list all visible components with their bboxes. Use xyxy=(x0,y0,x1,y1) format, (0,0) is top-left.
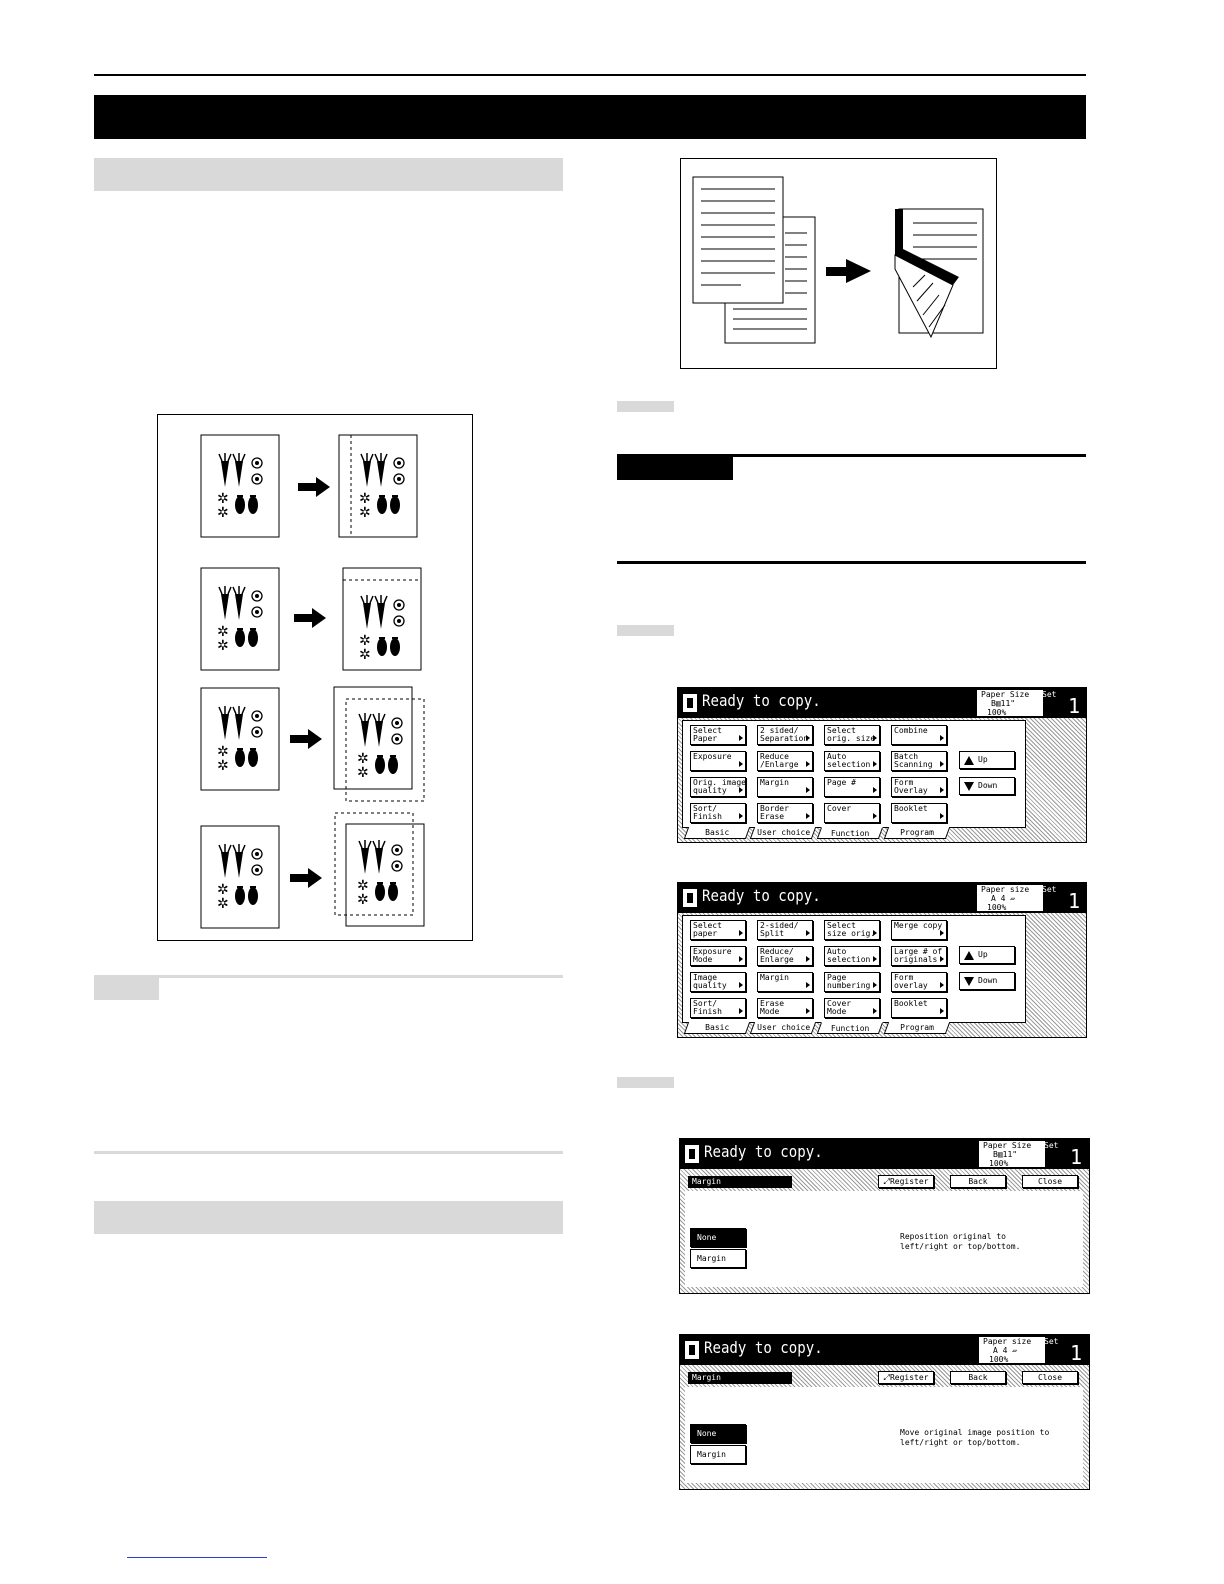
exposure-mode-button[interactable]: Exposure Mode xyxy=(690,946,746,966)
paper-size-label: Paper size xyxy=(981,885,1030,894)
tab-user-choice[interactable] xyxy=(750,827,816,839)
booklet-button[interactable]: Booklet xyxy=(891,803,947,823)
two-sided-button[interactable]: 2 sided/ Separation xyxy=(757,725,813,745)
tab-function[interactable] xyxy=(817,1022,883,1034)
margin-instruction: Reposition original to left/right or top/bottom. xyxy=(900,1232,1021,1251)
copy-status-icon xyxy=(683,889,697,907)
combine-button[interactable]: Combine xyxy=(891,725,947,745)
scroll-up-button[interactable] xyxy=(959,946,1015,964)
auto-selection-button[interactable]: Auto selection xyxy=(824,751,880,771)
margin-none-option[interactable]: None xyxy=(690,1228,746,1247)
zoom-value: 100% xyxy=(989,1159,1009,1168)
booklet-button[interactable]: Booklet xyxy=(891,998,947,1018)
tab-program-label: Program xyxy=(900,1023,935,1032)
tab-program[interactable] xyxy=(884,1022,950,1034)
set-label: Set xyxy=(1044,1141,1059,1150)
register-label: Register xyxy=(889,1177,929,1186)
back-button[interactable]: Back xyxy=(950,1175,1006,1188)
paper-size-value: A 4 ▱ xyxy=(993,1346,1018,1355)
margin-screen-inch xyxy=(679,1138,1090,1294)
page-numbering-button[interactable]: Page numbering xyxy=(824,972,880,992)
ready-message: Ready to copy. xyxy=(704,1142,823,1161)
tab-basic[interactable] xyxy=(684,1022,750,1034)
ready-message: Ready to copy. xyxy=(702,691,821,710)
tab-user-choice[interactable] xyxy=(750,1022,816,1034)
down-triangle-icon xyxy=(964,782,974,791)
margin-button[interactable]: Margin xyxy=(757,972,813,992)
paper-info-box xyxy=(976,885,1043,911)
select-paper-button[interactable]: Select Paper xyxy=(690,725,746,745)
page-number-button[interactable]: Page # xyxy=(824,777,880,797)
up-label: Up xyxy=(978,950,988,959)
step-marker-1 xyxy=(617,401,674,412)
reduce-enlarge-button[interactable]: Reduce/ Enlarge xyxy=(757,946,813,966)
margin-illustration xyxy=(154,414,473,941)
two-sided-split-button[interactable]: 2-sided/ Split xyxy=(757,920,813,940)
function-screen-inch xyxy=(677,687,1087,843)
tab-user-choice-label: User choice xyxy=(756,1023,810,1032)
booklet-illustration-svg xyxy=(681,159,998,370)
close-button[interactable]: Close xyxy=(1022,1175,1078,1188)
zoom-value: 100% xyxy=(987,903,1007,912)
note-bottom-rule xyxy=(94,1151,563,1154)
margin-title-bar: Margin xyxy=(688,1176,792,1188)
function-screen-metric xyxy=(677,882,1087,1038)
panel-header xyxy=(678,688,1086,718)
paper-size-label: Paper Size xyxy=(983,1141,1032,1150)
set-label: Set xyxy=(1044,1337,1059,1346)
sort-finish-button[interactable]: Sort/ Finish xyxy=(690,803,746,823)
tab-basic-label: Basic xyxy=(705,1023,730,1032)
margin-button[interactable]: Margin xyxy=(757,777,813,797)
select-orig-size-button[interactable]: Select orig. size xyxy=(824,725,880,745)
note-top-rule xyxy=(94,975,563,978)
step-marker-3 xyxy=(617,1077,674,1088)
down-triangle-icon xyxy=(964,977,974,986)
margin-on-option[interactable]: Margin xyxy=(690,1249,746,1268)
note-label-box xyxy=(94,978,159,1000)
back-button[interactable]: Back xyxy=(950,1371,1006,1384)
up-triangle-icon xyxy=(964,756,974,765)
image-quality-button[interactable]: Orig. image quality xyxy=(690,777,746,797)
copy-status-icon xyxy=(685,1145,699,1163)
register-label: Register xyxy=(889,1373,929,1382)
border-erase-button[interactable]: Border Erase xyxy=(757,803,813,823)
margin-none-option[interactable]: None xyxy=(690,1424,746,1443)
merge-copy-button[interactable]: Merge copy xyxy=(891,920,947,940)
down-label: Down xyxy=(978,781,998,790)
panel-header xyxy=(680,1139,1089,1169)
tab-basic[interactable] xyxy=(684,827,750,839)
exposure-button[interactable]: Exposure xyxy=(690,751,746,771)
scroll-down-button[interactable] xyxy=(959,972,1015,990)
form-overlay-button[interactable]: Form Overlay xyxy=(891,777,947,797)
ready-message: Ready to copy. xyxy=(702,886,821,905)
up-label: Up xyxy=(978,755,988,764)
tab-function[interactable] xyxy=(817,827,883,839)
reduce-enlarge-button[interactable]: Reduce /Enlarge xyxy=(757,751,813,771)
paper-size-value: B▥11" xyxy=(993,1150,1018,1159)
up-triangle-icon xyxy=(964,951,974,960)
set-count: 1 xyxy=(1070,1145,1083,1169)
paper-info-box xyxy=(976,690,1043,716)
close-button[interactable]: Close xyxy=(1022,1371,1078,1384)
step-marker-2 xyxy=(617,625,674,636)
panel-header xyxy=(680,1335,1089,1365)
down-label: Down xyxy=(978,976,998,985)
form-overlay-button[interactable]: Form overlay xyxy=(891,972,947,992)
section-heading-bar-1 xyxy=(94,158,563,191)
paper-size-value: B▥11" xyxy=(991,699,1016,708)
copy-status-icon xyxy=(685,1341,699,1359)
margin-title-bar: Margin xyxy=(688,1372,792,1384)
paper-info-box xyxy=(978,1141,1045,1167)
paper-size-label: Paper size xyxy=(983,1337,1032,1346)
cover-button[interactable]: Cover xyxy=(824,803,880,823)
margin-instruction: Move original image position to left/right or top/bottom. xyxy=(900,1428,1050,1447)
set-count: 1 xyxy=(1068,889,1081,913)
large-originals-button[interactable]: Large # of originals xyxy=(891,946,947,966)
tab-program[interactable] xyxy=(884,827,950,839)
set-count: 1 xyxy=(1070,1341,1083,1365)
set-count: 1 xyxy=(1068,694,1081,718)
scroll-up-button[interactable] xyxy=(959,751,1015,769)
important-bottom-rule xyxy=(617,561,1086,564)
set-label: Set xyxy=(1042,690,1057,699)
margin-illustration-svg: ✲ ✲ xyxy=(158,415,474,942)
margin-on-option[interactable]: Margin xyxy=(690,1445,746,1464)
section-heading-bar-2 xyxy=(94,1201,563,1234)
register-button[interactable]: ⤢Register xyxy=(878,1371,934,1384)
margin-screen-metric xyxy=(679,1334,1090,1490)
sort-finish-button[interactable]: Sort/ Finish xyxy=(690,998,746,1018)
scroll-down-button[interactable] xyxy=(959,777,1015,795)
panel-header xyxy=(678,883,1086,913)
register-button[interactable]: ⤢Register xyxy=(878,1175,934,1188)
ready-message: Ready to copy. xyxy=(704,1338,823,1357)
select-size-orig-button[interactable]: Select size orig. xyxy=(824,920,880,940)
cover-mode-button[interactable]: Cover Mode xyxy=(824,998,880,1018)
paper-size-label: Paper Size xyxy=(981,690,1030,699)
paper-size-value: A 4 ▱ xyxy=(991,894,1016,903)
important-label-box xyxy=(617,457,733,480)
footer-link-underline xyxy=(127,1557,267,1558)
top-rule xyxy=(94,74,1086,76)
copy-status-icon xyxy=(683,694,697,712)
zoom-value: 100% xyxy=(989,1355,1009,1364)
select-paper-button[interactable]: Select paper xyxy=(690,920,746,940)
auto-selection-button[interactable]: Auto selection xyxy=(824,946,880,966)
image-quality-button[interactable]: Image quality xyxy=(690,972,746,992)
tab-user-choice-label: User choice xyxy=(756,828,810,837)
tab-program-label: Program xyxy=(900,828,935,837)
tab-function-label: Function xyxy=(830,829,870,838)
zoom-value: 100% xyxy=(987,708,1007,717)
tab-basic-label: Basic xyxy=(705,828,730,837)
erase-mode-button[interactable]: Erase Mode xyxy=(757,998,813,1018)
set-label: Set xyxy=(1042,885,1057,894)
paper-info-box xyxy=(978,1337,1045,1363)
batch-scanning-button[interactable]: Batch Scanning xyxy=(891,751,947,771)
tab-function-label: Function xyxy=(830,1024,870,1033)
chapter-header-band xyxy=(94,95,1086,139)
booklet-illustration xyxy=(680,158,997,369)
